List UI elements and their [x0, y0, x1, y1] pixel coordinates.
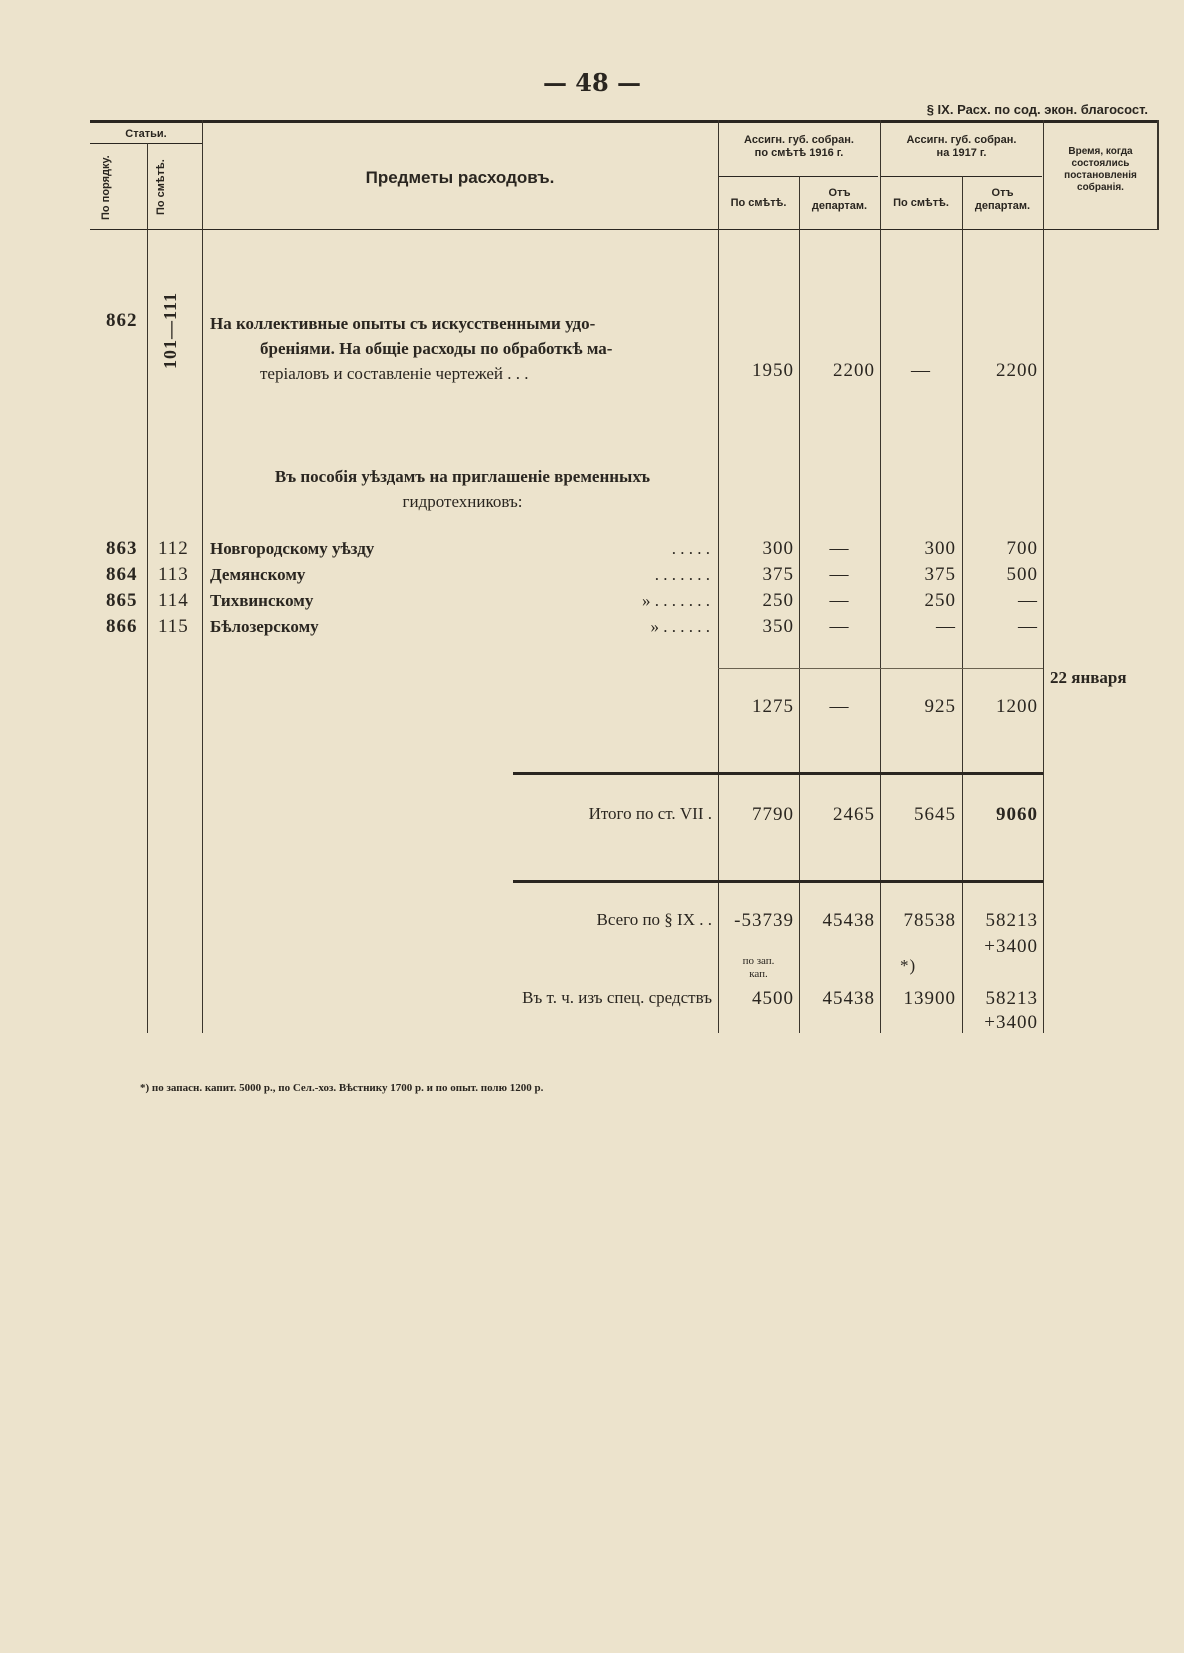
row-862-article: 101—111: [160, 291, 180, 369]
assign-1917-underline: [880, 176, 1042, 177]
row-863-v1917: 300: [924, 538, 956, 559]
date-note: 22 января: [1050, 668, 1127, 687]
header-assign-1916-line1: Ассигн. губ. собран.: [744, 134, 854, 146]
row-862-text-line2: бреніями. На общіе расходы по обработкѣ ма-: [260, 339, 613, 358]
itogo-d1917: 9060: [996, 804, 1038, 825]
header-vremya-line1: Время, когда: [1068, 146, 1133, 157]
row-863-name: Новгородскому уѣзду: [210, 539, 375, 558]
row-866-no: 866: [106, 616, 138, 637]
vtch-note-line2: кап.: [749, 968, 768, 980]
vtch-star: *): [900, 956, 917, 975]
header-po-smete: По смѣтѣ.: [155, 159, 167, 216]
subsidy-heading-line1: Въ пособія уѣздамъ на приглашеніе временныхъ: [274, 467, 651, 486]
row-866-v1916: 350: [762, 616, 794, 637]
subsidy-heading-line2: гидротехниковъ:: [402, 492, 523, 511]
header-assign-1917: [880, 134, 1043, 160]
row-864-d1917: 500: [1006, 564, 1038, 585]
subtotal-v1917: 925: [924, 696, 956, 717]
subtotal-rule: [718, 668, 1043, 669]
vsego-d1916: 45438: [822, 910, 875, 931]
row-864-d1916: —: [829, 564, 850, 585]
section-title: § IX. Расх. по сод. экон. благосост.: [926, 102, 1148, 117]
vsego-rule: [513, 880, 1043, 883]
row-862-text-line1: На коллективные опыты съ искусственными удо-: [210, 314, 596, 333]
row-863-no: 863: [106, 538, 138, 559]
row-863-dots: . . . . .: [671, 539, 710, 558]
row-864-v1916: 375: [762, 564, 794, 585]
vsego-d1917-extra: +3400: [984, 936, 1038, 957]
vtch-note: [718, 955, 799, 981]
vtch-note-line1: по зап.: [742, 955, 775, 967]
header-ot-depart-1917-l2: департам.: [974, 200, 1031, 212]
row-865-name: Тихвинскому: [210, 591, 314, 610]
table-top-rule: [90, 120, 1158, 123]
row-863-art: 112: [158, 538, 189, 559]
header-assign-1917-line1: Ассигн. губ. собран.: [906, 134, 1017, 146]
row-865-d1916: —: [829, 590, 850, 611]
row-864-dots: . . . . . . .: [654, 565, 710, 584]
itogo-v1916: 7790: [752, 804, 794, 825]
header-vremya-line4: собранія.: [1077, 182, 1124, 193]
row-863-d1916: —: [829, 538, 850, 559]
header-po-smete-1916: По смѣтѣ.: [730, 197, 787, 209]
subsidy-heading: [210, 464, 715, 514]
itogo-d1916: 2465: [833, 804, 875, 825]
vtch-d1917-extra: +3400: [984, 1012, 1038, 1033]
row-865-dots: » . . . . . . .: [642, 591, 710, 610]
header-bottom-rule: [90, 229, 1158, 230]
header-ot-depart-1917: [962, 187, 1043, 213]
vsego-v1917: 78538: [903, 910, 956, 931]
vsego-d1917: 58213: [985, 910, 1038, 931]
header-ot-depart-1916: [799, 187, 880, 213]
footnote: *) по запасн. капит. 5000 р., по Сел.-хоз. Вѣстнику 1700 р. и по опыт. полю 1200 р.: [140, 1082, 544, 1094]
row-866-v1917: —: [936, 616, 956, 637]
assign-1916-underline: [718, 176, 878, 177]
vsego-v1916: -53739: [734, 910, 794, 931]
vtch-d1916: 45438: [822, 988, 875, 1009]
header-ot-depart-1916-l2: департам.: [811, 200, 868, 212]
row-864-name: Демянскому: [210, 565, 306, 584]
itogo-rule: [513, 772, 1043, 775]
row-862-number: 862: [106, 310, 138, 331]
row-864-art: 113: [158, 564, 189, 585]
vtch-v1916: 4500: [752, 988, 794, 1009]
statyi-underline: [90, 143, 202, 144]
subtotal-v1916: 1275: [752, 696, 794, 717]
col-line-2: [202, 120, 203, 1033]
row-865-no: 865: [106, 590, 138, 611]
header-ot-depart-1916-l1: Отъ: [828, 187, 851, 199]
row-865-v1916: 250: [762, 590, 794, 611]
header-po-smete-1917: По смѣтѣ.: [893, 197, 949, 209]
col-line-7: [1043, 120, 1044, 1033]
vtch-label: Въ т. ч. изъ спец. средствъ: [522, 988, 712, 1007]
row-864-v1917: 375: [924, 564, 956, 585]
header-vremya: [1043, 146, 1158, 194]
vsego-label: Всего по § IX . .: [596, 910, 712, 929]
row-863-d1917: 700: [1006, 538, 1038, 559]
row-863-v1916: 300: [762, 538, 794, 559]
header-assign-1917-line2: на 1917 г.: [936, 147, 987, 159]
subtotal-d1916: —: [829, 696, 850, 717]
row-866-name: Бѣлозерскому: [210, 617, 319, 636]
col-line-1: [147, 143, 148, 1033]
row-866-d1916: —: [829, 616, 850, 637]
row-864-no: 864: [106, 564, 138, 585]
row-866-d1917: —: [1018, 616, 1038, 637]
row-866-dots: » . . . . . .: [650, 617, 710, 636]
row-862-v1917: —: [911, 360, 931, 381]
header-assign-1916-line2: по смѣтѣ 1916 г.: [754, 147, 844, 159]
header-predmety: Предметы расходовъ.: [365, 168, 555, 187]
row-862-d1916: 2200: [833, 360, 875, 381]
header-ot-depart-1917-l1: Отъ: [991, 187, 1014, 199]
vtch-v1917: 13900: [903, 988, 956, 1009]
vtch-d1917: 58213: [985, 988, 1038, 1009]
row-865-art: 114: [158, 590, 189, 611]
row-862-text-line3: теріаловъ и составленіе чертежей . . .: [260, 364, 529, 383]
row-865-d1917: —: [1018, 590, 1038, 611]
page-number: — 48 —: [542, 68, 642, 97]
header-statyi: Статьи.: [125, 128, 167, 140]
header-po-poryadku: По порядку.: [100, 155, 112, 220]
row-866-art: 115: [158, 616, 189, 637]
row-862-d1917: 2200: [996, 360, 1038, 381]
header-vremya-line2: состоялись: [1071, 158, 1130, 169]
itogo-v1917: 5645: [914, 804, 956, 825]
header-assign-1916: [718, 134, 880, 160]
header-vremya-line3: постановленія: [1064, 170, 1137, 181]
itogo-label: Итого по ст. VII .: [588, 804, 712, 823]
subtotal-d1917: 1200: [996, 696, 1038, 717]
row-865-v1917: 250: [924, 590, 956, 611]
row-862-text: [210, 311, 715, 386]
row-862-v1916: 1950: [752, 360, 794, 381]
